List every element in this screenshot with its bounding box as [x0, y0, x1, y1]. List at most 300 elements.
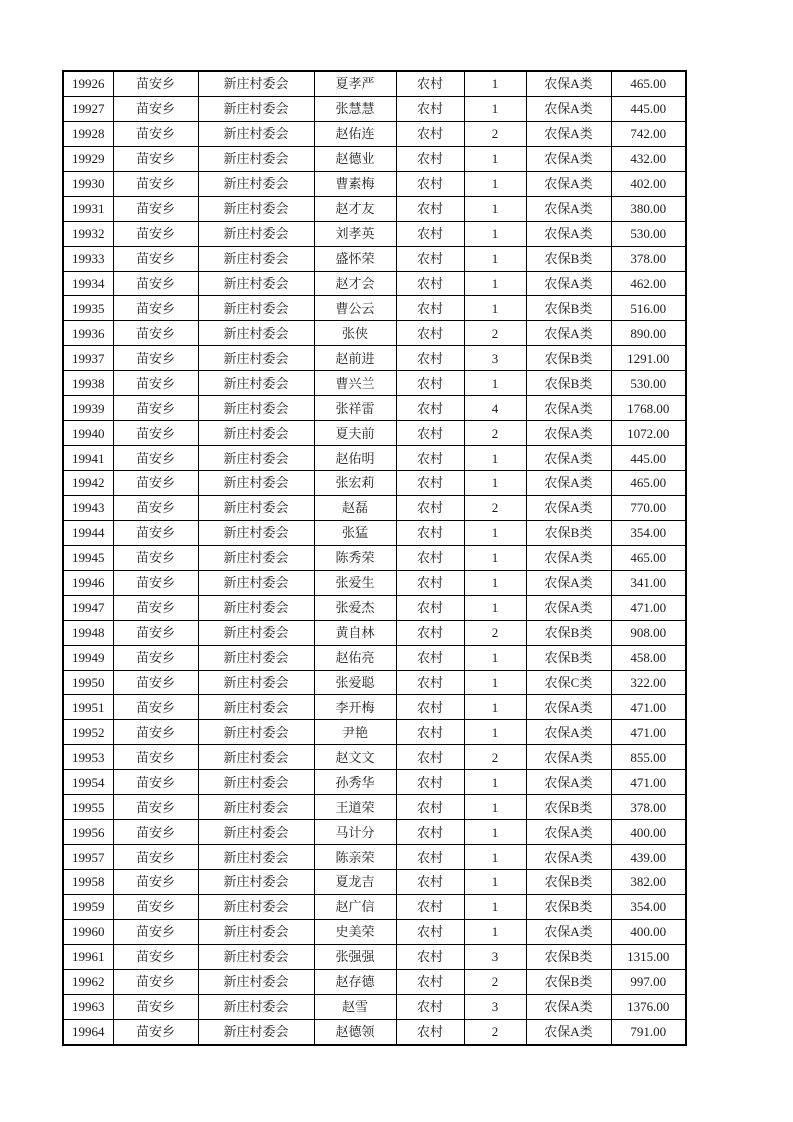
cell-residence: 农村: [396, 396, 464, 421]
cell-name: 马计分: [314, 820, 396, 845]
cell-count: 1: [464, 545, 526, 570]
cell-village: 新庄村委会: [198, 371, 314, 396]
cell-residence: 农村: [396, 745, 464, 770]
cell-village: 新庄村委会: [198, 171, 314, 196]
cell-count: 1: [464, 570, 526, 595]
cell-category: 农保A类: [526, 221, 611, 246]
cell-residence: 农村: [396, 421, 464, 446]
cell-id: 19955: [63, 795, 113, 820]
cell-category: 农保B类: [526, 520, 611, 545]
table-row: [63, 71, 686, 96]
cell-category: 农保A类: [526, 745, 611, 770]
cell-residence: 农村: [396, 221, 464, 246]
table-row: [63, 196, 686, 221]
cell-township: 苗安乡: [113, 396, 198, 421]
cell-id: 19931: [63, 196, 113, 221]
cell-name: 夏夫前: [314, 421, 396, 446]
cell-township: 苗安乡: [113, 446, 198, 471]
cell-category: 农保B类: [526, 969, 611, 994]
table-body: [63, 71, 686, 1045]
cell-village: 新庄村委会: [198, 770, 314, 795]
cell-count: 2: [464, 620, 526, 645]
cell-count: 2: [464, 321, 526, 346]
cell-residence: 农村: [396, 919, 464, 944]
cell-amount: 378.00: [611, 795, 686, 820]
cell-id: 19946: [63, 570, 113, 595]
cell-name: 赵才会: [314, 271, 396, 296]
cell-township: 苗安乡: [113, 296, 198, 321]
cell-village: 新庄村委会: [198, 71, 314, 96]
cell-count: 1: [464, 795, 526, 820]
table-row: [63, 645, 686, 670]
cell-category: 农保A类: [526, 271, 611, 296]
cell-residence: 农村: [396, 720, 464, 745]
cell-amount: 439.00: [611, 845, 686, 870]
cell-amount: 458.00: [611, 645, 686, 670]
cell-name: 赵佑明: [314, 446, 396, 471]
cell-village: 新庄村委会: [198, 570, 314, 595]
cell-name: 张强强: [314, 944, 396, 969]
cell-id: 19940: [63, 421, 113, 446]
table-row: [63, 944, 686, 969]
cell-residence: 农村: [396, 121, 464, 146]
cell-count: 1: [464, 845, 526, 870]
cell-township: 苗安乡: [113, 471, 198, 496]
cell-residence: 农村: [396, 944, 464, 969]
cell-name: 赵佑亮: [314, 645, 396, 670]
cell-count: 1: [464, 446, 526, 471]
cell-id: 19950: [63, 670, 113, 695]
cell-residence: 农村: [396, 246, 464, 271]
cell-residence: 农村: [396, 321, 464, 346]
table-row: [63, 595, 686, 620]
cell-count: 1: [464, 96, 526, 121]
cell-village: 新庄村委会: [198, 919, 314, 944]
cell-name: 赵前进: [314, 346, 396, 371]
cell-township: 苗安乡: [113, 520, 198, 545]
cell-name: 陈秀荣: [314, 545, 396, 570]
cell-amount: 742.00: [611, 121, 686, 146]
cell-amount: 380.00: [611, 196, 686, 221]
cell-count: 1: [464, 296, 526, 321]
cell-count: 2: [464, 1019, 526, 1044]
table-row: [63, 545, 686, 570]
cell-residence: 农村: [396, 71, 464, 96]
cell-township: 苗安乡: [113, 371, 198, 396]
cell-id: 19947: [63, 595, 113, 620]
cell-amount: 354.00: [611, 520, 686, 545]
cell-residence: 农村: [396, 994, 464, 1019]
cell-village: 新庄村委会: [198, 894, 314, 919]
cell-name: 张侠: [314, 321, 396, 346]
cell-count: 1: [464, 770, 526, 795]
cell-residence: 农村: [396, 171, 464, 196]
cell-id: 19948: [63, 620, 113, 645]
cell-residence: 农村: [396, 969, 464, 994]
cell-category: 农保A类: [526, 495, 611, 520]
cell-count: 1: [464, 919, 526, 944]
cell-name: 张祥雷: [314, 396, 396, 421]
cell-amount: 890.00: [611, 321, 686, 346]
cell-name: 张爱生: [314, 570, 396, 595]
cell-category: 农保A类: [526, 695, 611, 720]
cell-village: 新庄村委会: [198, 870, 314, 895]
cell-residence: 农村: [396, 770, 464, 795]
cell-id: 19952: [63, 720, 113, 745]
cell-count: 1: [464, 471, 526, 496]
cell-name: 张猛: [314, 520, 396, 545]
cell-category: 农保A类: [526, 196, 611, 221]
cell-residence: 农村: [396, 346, 464, 371]
cell-category: 农保A类: [526, 1019, 611, 1044]
cell-township: 苗安乡: [113, 570, 198, 595]
cell-amount: 791.00: [611, 1019, 686, 1044]
cell-id: 19961: [63, 944, 113, 969]
cell-residence: 农村: [396, 670, 464, 695]
cell-village: 新庄村委会: [198, 545, 314, 570]
cell-residence: 农村: [396, 795, 464, 820]
cell-township: 苗安乡: [113, 171, 198, 196]
cell-id: 19934: [63, 271, 113, 296]
cell-amount: 465.00: [611, 545, 686, 570]
table-row: [63, 620, 686, 645]
table-row: [63, 745, 686, 770]
cell-village: 新庄村委会: [198, 246, 314, 271]
cell-village: 新庄村委会: [198, 720, 314, 745]
cell-residence: 农村: [396, 870, 464, 895]
cell-village: 新庄村委会: [198, 520, 314, 545]
cell-amount: 400.00: [611, 820, 686, 845]
table-row: [63, 246, 686, 271]
cell-residence: 农村: [396, 894, 464, 919]
cell-name: 孙秀华: [314, 770, 396, 795]
table-row: [63, 96, 686, 121]
cell-id: 19945: [63, 545, 113, 570]
table-row: [63, 121, 686, 146]
cell-id: 19942: [63, 471, 113, 496]
table-row: [63, 695, 686, 720]
cell-id: 19933: [63, 246, 113, 271]
cell-id: 19958: [63, 870, 113, 895]
cell-count: 1: [464, 520, 526, 545]
table-row: [63, 969, 686, 994]
cell-township: 苗安乡: [113, 71, 198, 96]
cell-name: 陈亲荣: [314, 845, 396, 870]
cell-amount: 322.00: [611, 670, 686, 695]
cell-village: 新庄村委会: [198, 471, 314, 496]
cell-count: 1: [464, 670, 526, 695]
benefit-table: [62, 70, 687, 1046]
cell-id: 19949: [63, 645, 113, 670]
cell-category: 农保A类: [526, 146, 611, 171]
cell-amount: 471.00: [611, 595, 686, 620]
cell-name: 赵雪: [314, 994, 396, 1019]
cell-township: 苗安乡: [113, 421, 198, 446]
cell-category: 农保C类: [526, 670, 611, 695]
cell-name: 赵广信: [314, 894, 396, 919]
cell-id: 19939: [63, 396, 113, 421]
cell-id: 19944: [63, 520, 113, 545]
cell-township: 苗安乡: [113, 695, 198, 720]
cell-name: 赵文文: [314, 745, 396, 770]
cell-village: 新庄村委会: [198, 321, 314, 346]
cell-name: 张宏莉: [314, 471, 396, 496]
table-row: [63, 870, 686, 895]
cell-village: 新庄村委会: [198, 495, 314, 520]
cell-amount: 516.00: [611, 296, 686, 321]
cell-name: 黄自林: [314, 620, 396, 645]
cell-township: 苗安乡: [113, 770, 198, 795]
table-row: [63, 371, 686, 396]
cell-name: 张爱杰: [314, 595, 396, 620]
cell-id: 19953: [63, 745, 113, 770]
cell-township: 苗安乡: [113, 795, 198, 820]
cell-count: 1: [464, 71, 526, 96]
cell-township: 苗安乡: [113, 620, 198, 645]
cell-name: 张爱聪: [314, 670, 396, 695]
cell-village: 新庄村委会: [198, 820, 314, 845]
table-row: [63, 495, 686, 520]
cell-amount: 378.00: [611, 246, 686, 271]
cell-residence: 农村: [396, 196, 464, 221]
cell-amount: 462.00: [611, 271, 686, 296]
cell-category: 农保A类: [526, 770, 611, 795]
cell-village: 新庄村委会: [198, 595, 314, 620]
cell-name: 赵磊: [314, 495, 396, 520]
cell-name: 赵德业: [314, 146, 396, 171]
cell-residence: 农村: [396, 146, 464, 171]
cell-township: 苗安乡: [113, 994, 198, 1019]
cell-township: 苗安乡: [113, 870, 198, 895]
cell-amount: 770.00: [611, 495, 686, 520]
cell-village: 新庄村委会: [198, 346, 314, 371]
cell-count: 1: [464, 221, 526, 246]
cell-category: 农保A类: [526, 396, 611, 421]
cell-category: 农保B类: [526, 795, 611, 820]
cell-name: 盛怀荣: [314, 246, 396, 271]
cell-township: 苗安乡: [113, 944, 198, 969]
cell-township: 苗安乡: [113, 645, 198, 670]
cell-residence: 农村: [396, 570, 464, 595]
cell-count: 3: [464, 944, 526, 969]
cell-amount: 341.00: [611, 570, 686, 595]
cell-name: 赵佑连: [314, 121, 396, 146]
cell-township: 苗安乡: [113, 894, 198, 919]
cell-amount: 400.00: [611, 919, 686, 944]
cell-count: 1: [464, 720, 526, 745]
cell-village: 新庄村委会: [198, 1019, 314, 1044]
cell-category: 农保B类: [526, 371, 611, 396]
cell-amount: 997.00: [611, 969, 686, 994]
cell-village: 新庄村委会: [198, 745, 314, 770]
table-row: [63, 271, 686, 296]
cell-count: 1: [464, 645, 526, 670]
cell-village: 新庄村委会: [198, 396, 314, 421]
cell-village: 新庄村委会: [198, 620, 314, 645]
table-row: [63, 296, 686, 321]
cell-id: 19941: [63, 446, 113, 471]
cell-amount: 465.00: [611, 471, 686, 496]
cell-category: 农保B类: [526, 870, 611, 895]
cell-residence: 农村: [396, 545, 464, 570]
cell-id: 19928: [63, 121, 113, 146]
table-row: [63, 146, 686, 171]
cell-count: 2: [464, 421, 526, 446]
cell-township: 苗安乡: [113, 969, 198, 994]
cell-village: 新庄村委会: [198, 96, 314, 121]
cell-name: 赵才友: [314, 196, 396, 221]
cell-village: 新庄村委会: [198, 645, 314, 670]
cell-township: 苗安乡: [113, 221, 198, 246]
cell-amount: 471.00: [611, 770, 686, 795]
cell-village: 新庄村委会: [198, 196, 314, 221]
cell-name: 李开梅: [314, 695, 396, 720]
cell-id: 19943: [63, 495, 113, 520]
cell-id: 19935: [63, 296, 113, 321]
cell-township: 苗安乡: [113, 121, 198, 146]
cell-amount: 382.00: [611, 870, 686, 895]
table-row: [63, 520, 686, 545]
cell-category: 农保A类: [526, 919, 611, 944]
table-row: [63, 321, 686, 346]
cell-township: 苗安乡: [113, 96, 198, 121]
cell-category: 农保B类: [526, 944, 611, 969]
cell-count: 1: [464, 246, 526, 271]
cell-township: 苗安乡: [113, 670, 198, 695]
cell-township: 苗安乡: [113, 845, 198, 870]
cell-id: 19929: [63, 146, 113, 171]
cell-residence: 农村: [396, 96, 464, 121]
cell-name: 王道荣: [314, 795, 396, 820]
cell-name: 夏龙吉: [314, 870, 396, 895]
cell-residence: 农村: [396, 620, 464, 645]
cell-count: 1: [464, 146, 526, 171]
cell-residence: 农村: [396, 845, 464, 870]
cell-township: 苗安乡: [113, 271, 198, 296]
cell-village: 新庄村委会: [198, 695, 314, 720]
cell-residence: 农村: [396, 645, 464, 670]
cell-category: 农保B类: [526, 246, 611, 271]
cell-category: 农保A类: [526, 71, 611, 96]
cell-name: 赵德领: [314, 1019, 396, 1044]
table-row: [63, 1019, 686, 1044]
cell-amount: 1376.00: [611, 994, 686, 1019]
cell-village: 新庄村委会: [198, 670, 314, 695]
cell-residence: 农村: [396, 695, 464, 720]
cell-amount: 530.00: [611, 371, 686, 396]
cell-category: 农保A类: [526, 820, 611, 845]
cell-township: 苗安乡: [113, 820, 198, 845]
cell-count: 2: [464, 745, 526, 770]
cell-id: 19960: [63, 919, 113, 944]
table-row: [63, 221, 686, 246]
cell-township: 苗安乡: [113, 720, 198, 745]
cell-count: 4: [464, 396, 526, 421]
cell-amount: 1291.00: [611, 346, 686, 371]
cell-category: 农保A类: [526, 545, 611, 570]
table-row: [63, 994, 686, 1019]
cell-id: 19937: [63, 346, 113, 371]
table-row: [63, 471, 686, 496]
cell-residence: 农村: [396, 820, 464, 845]
cell-township: 苗安乡: [113, 346, 198, 371]
cell-category: 农保A类: [526, 845, 611, 870]
cell-count: 3: [464, 994, 526, 1019]
cell-id: 19959: [63, 894, 113, 919]
cell-category: 农保B类: [526, 894, 611, 919]
cell-village: 新庄村委会: [198, 845, 314, 870]
cell-category: 农保A类: [526, 321, 611, 346]
cell-category: 农保A类: [526, 595, 611, 620]
cell-amount: 1768.00: [611, 396, 686, 421]
cell-residence: 农村: [396, 520, 464, 545]
cell-name: 曹公云: [314, 296, 396, 321]
cell-category: 农保A类: [526, 171, 611, 196]
cell-category: 农保B类: [526, 645, 611, 670]
cell-amount: 908.00: [611, 620, 686, 645]
cell-count: 1: [464, 820, 526, 845]
table-row: [63, 570, 686, 595]
cell-id: 19957: [63, 845, 113, 870]
cell-id: 19962: [63, 969, 113, 994]
cell-residence: 农村: [396, 471, 464, 496]
cell-name: 刘孝英: [314, 221, 396, 246]
cell-township: 苗安乡: [113, 495, 198, 520]
cell-count: 1: [464, 695, 526, 720]
cell-township: 苗安乡: [113, 146, 198, 171]
cell-amount: 465.00: [611, 71, 686, 96]
cell-amount: 432.00: [611, 146, 686, 171]
cell-category: 农保B类: [526, 346, 611, 371]
cell-name: 夏孝严: [314, 71, 396, 96]
cell-category: 农保A类: [526, 96, 611, 121]
cell-id: 19936: [63, 321, 113, 346]
cell-residence: 农村: [396, 495, 464, 520]
cell-id: 19951: [63, 695, 113, 720]
table-row: [63, 820, 686, 845]
cell-count: 2: [464, 495, 526, 520]
cell-id: 19926: [63, 71, 113, 96]
cell-village: 新庄村委会: [198, 944, 314, 969]
cell-amount: 855.00: [611, 745, 686, 770]
cell-id: 19963: [63, 994, 113, 1019]
cell-name: 曹素梅: [314, 171, 396, 196]
cell-village: 新庄村委会: [198, 296, 314, 321]
cell-residence: 农村: [396, 271, 464, 296]
cell-count: 2: [464, 969, 526, 994]
table-row: [63, 171, 686, 196]
cell-township: 苗安乡: [113, 919, 198, 944]
cell-category: 农保A类: [526, 570, 611, 595]
cell-residence: 农村: [396, 1019, 464, 1044]
cell-category: 农保A类: [526, 121, 611, 146]
cell-count: 1: [464, 595, 526, 620]
cell-category: 农保B类: [526, 620, 611, 645]
cell-village: 新庄村委会: [198, 221, 314, 246]
cell-category: 农保A类: [526, 446, 611, 471]
table-row: [63, 670, 686, 695]
cell-count: 1: [464, 870, 526, 895]
cell-amount: 471.00: [611, 720, 686, 745]
cell-name: 史美荣: [314, 919, 396, 944]
cell-amount: 530.00: [611, 221, 686, 246]
cell-id: 19954: [63, 770, 113, 795]
cell-village: 新庄村委会: [198, 446, 314, 471]
cell-village: 新庄村委会: [198, 121, 314, 146]
cell-name: 赵存德: [314, 969, 396, 994]
cell-count: 1: [464, 271, 526, 296]
cell-category: 农保B类: [526, 296, 611, 321]
